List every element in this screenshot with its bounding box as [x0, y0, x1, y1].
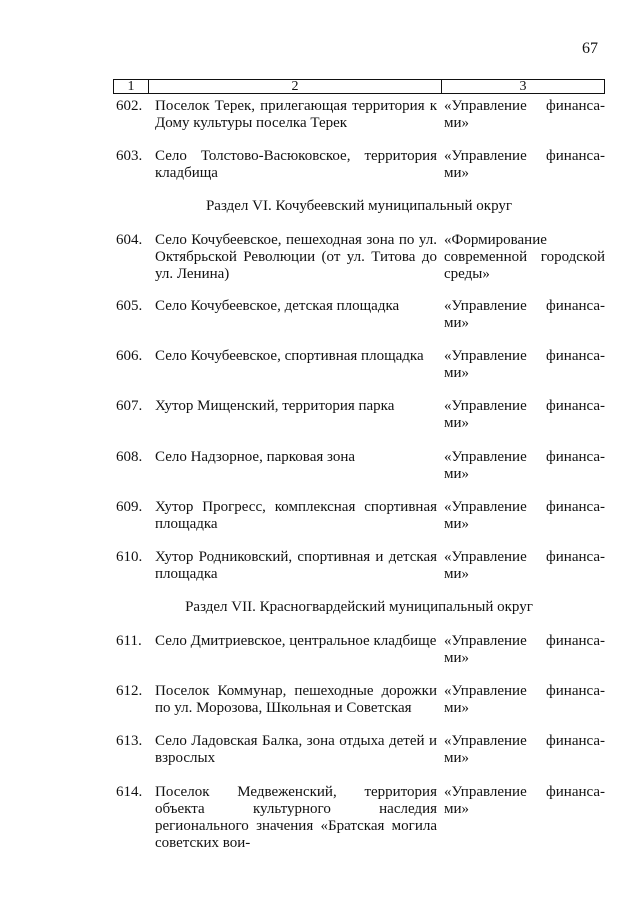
header-col-3: 3: [519, 79, 527, 94]
row-program: «Управление финанса-ми»: [444, 298, 605, 331]
row-location: Хутор Мищенский, территория парка: [155, 398, 395, 414]
row-program: «Управление финанса-ми»: [444, 148, 605, 181]
row-number: 608.: [116, 449, 143, 465]
row-number: 605.: [116, 298, 143, 314]
section-heading: Раздел VI. Кочубеевский муниципальный округ: [205, 198, 513, 214]
row-location: Село Кочубеевское, детская площадка: [155, 298, 400, 314]
row-location: Село Толстово-Васюковское, территория кладбища: [155, 148, 437, 181]
row-number: 612.: [116, 683, 143, 699]
row-location: Поселок Медвеженский, территория объекта культурного наследия регионального значения «Братская могила советских вои-: [155, 784, 437, 851]
row-program: «Управление финанса-ми»: [444, 398, 605, 431]
row-number: 614.: [116, 784, 143, 800]
row-number: 604.: [116, 232, 143, 248]
row-program: «Управление финанса-ми»: [444, 633, 605, 666]
row-location: Село Кочубеевское, пешеходная зона по ул. Октябрьской Революции (от ул. Титова до ул. Ленина): [155, 232, 437, 282]
row-number: 603.: [116, 148, 143, 164]
row-number: 613.: [116, 733, 143, 749]
row-program: «Управление финанса-ми»: [444, 348, 605, 381]
row-program: «Управление финанса-ми»: [444, 98, 605, 131]
row-number: 609.: [116, 499, 143, 515]
row-location: Хутор Прогресс, комплексная спортивная площадка: [155, 499, 437, 532]
row-program: «Управление финанса-ми»: [444, 499, 605, 532]
row-program: «Управление финанса-ми»: [444, 784, 605, 817]
row-number: 606.: [116, 348, 143, 364]
row-location: Поселок Терек, прилегающая территория к Дому культуры поселка Терек: [155, 98, 437, 131]
row-number: 602.: [116, 98, 143, 114]
header-col-2: 2: [149, 80, 442, 93]
header-col-1: 1: [114, 80, 149, 93]
row-location: Село Надзорное, парковая зона: [155, 449, 356, 465]
row-location: Хутор Родниковский, спортивная и детская площадка: [155, 549, 437, 582]
row-location: Село Кочубеевское, спортивная площадка: [155, 348, 424, 364]
row-location: Поселок Коммунар, пешеходные дорожки по ул. Морозова, Школьная и Советская: [155, 683, 437, 716]
row-location: Село Дмитриевское, центральное кладбище: [155, 633, 437, 649]
row-location: Село Ладовская Балка, зона отдыха детей и взрослых: [155, 733, 437, 766]
page-number: 67: [582, 40, 598, 57]
row-program: «Управление финанса-ми»: [444, 733, 605, 766]
row-number: 611.: [116, 633, 142, 649]
row-program: «Управление финанса-ми»: [444, 549, 605, 582]
section-heading: Раздел VII. Красногвардейский муниципальный округ: [185, 599, 533, 615]
row-program: «Управление финанса-ми»: [444, 449, 605, 482]
row-program: «Управление финанса-ми»: [444, 683, 605, 716]
row-program: «Формирование современной городской среды»: [444, 232, 605, 282]
row-number: 610.: [116, 549, 143, 565]
table-header: [113, 79, 605, 94]
row-number: 607.: [116, 398, 143, 414]
